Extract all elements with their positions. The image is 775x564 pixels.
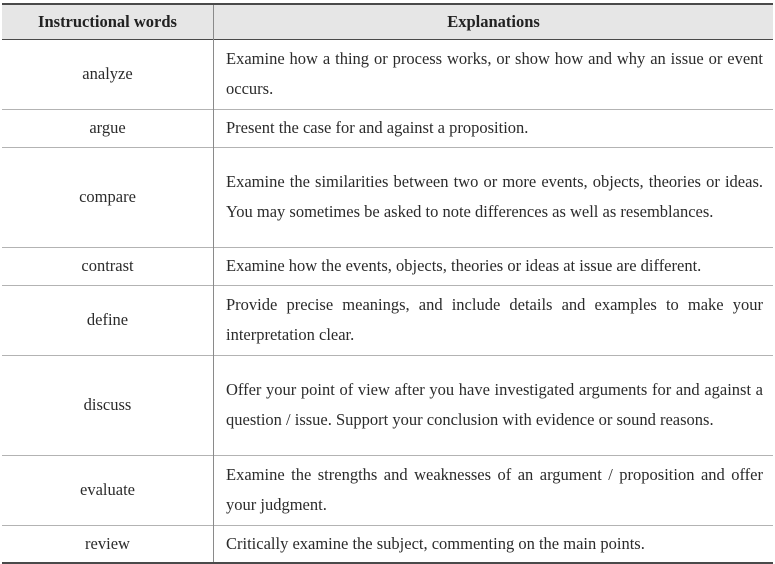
table-row [2,525,773,563]
row-explanation: Examine the similarities between two or more events, objects, theories or ideas. You may sometimes be asked to note differences as well as resemblances. [226,172,763,221]
header-row [2,4,773,39]
table-row [2,247,773,285]
row-word: discuss [2,355,214,455]
row-word: review [2,525,214,563]
table-row [2,355,773,455]
row-explanation: Examine how the events, objects, theories or ideas at issue are different. [226,256,702,275]
row-word: analyze [2,39,214,109]
row-word: define [2,285,214,355]
row-explanation: Examine how a thing or process works, or show how and why an issue or event occurs. [226,49,763,98]
table-header [2,4,773,39]
table-row [2,455,773,525]
row-explanation: Examine the strengths and weaknesses of an argument / proposition and offer your judgment. [226,465,763,514]
row-explanation: Critically examine the subject, commenting on the main points. [226,533,645,553]
row-word: compare [2,147,214,247]
table-row [2,109,773,147]
row-explanation: Present the case for and against a proposition. [226,118,529,137]
header-explanations: Explanations [447,11,540,31]
instructional-words-table [2,3,773,564]
header-instructional-words: Instructional words [2,4,214,39]
row-explanation: Offer your point of view after you have investigated arguments for and against a question / issue. Support your conclusion with evidence or sound reasons. [226,380,763,429]
table-row [2,39,773,109]
row-word: contrast [2,247,214,285]
table-row [2,147,773,247]
row-word: evaluate [2,455,214,525]
table-body [2,39,773,563]
row-explanation: Provide precise meanings, and include details and examples to make your interpretation clear. [226,295,763,344]
row-word: argue [2,109,214,147]
table-row [2,285,773,355]
